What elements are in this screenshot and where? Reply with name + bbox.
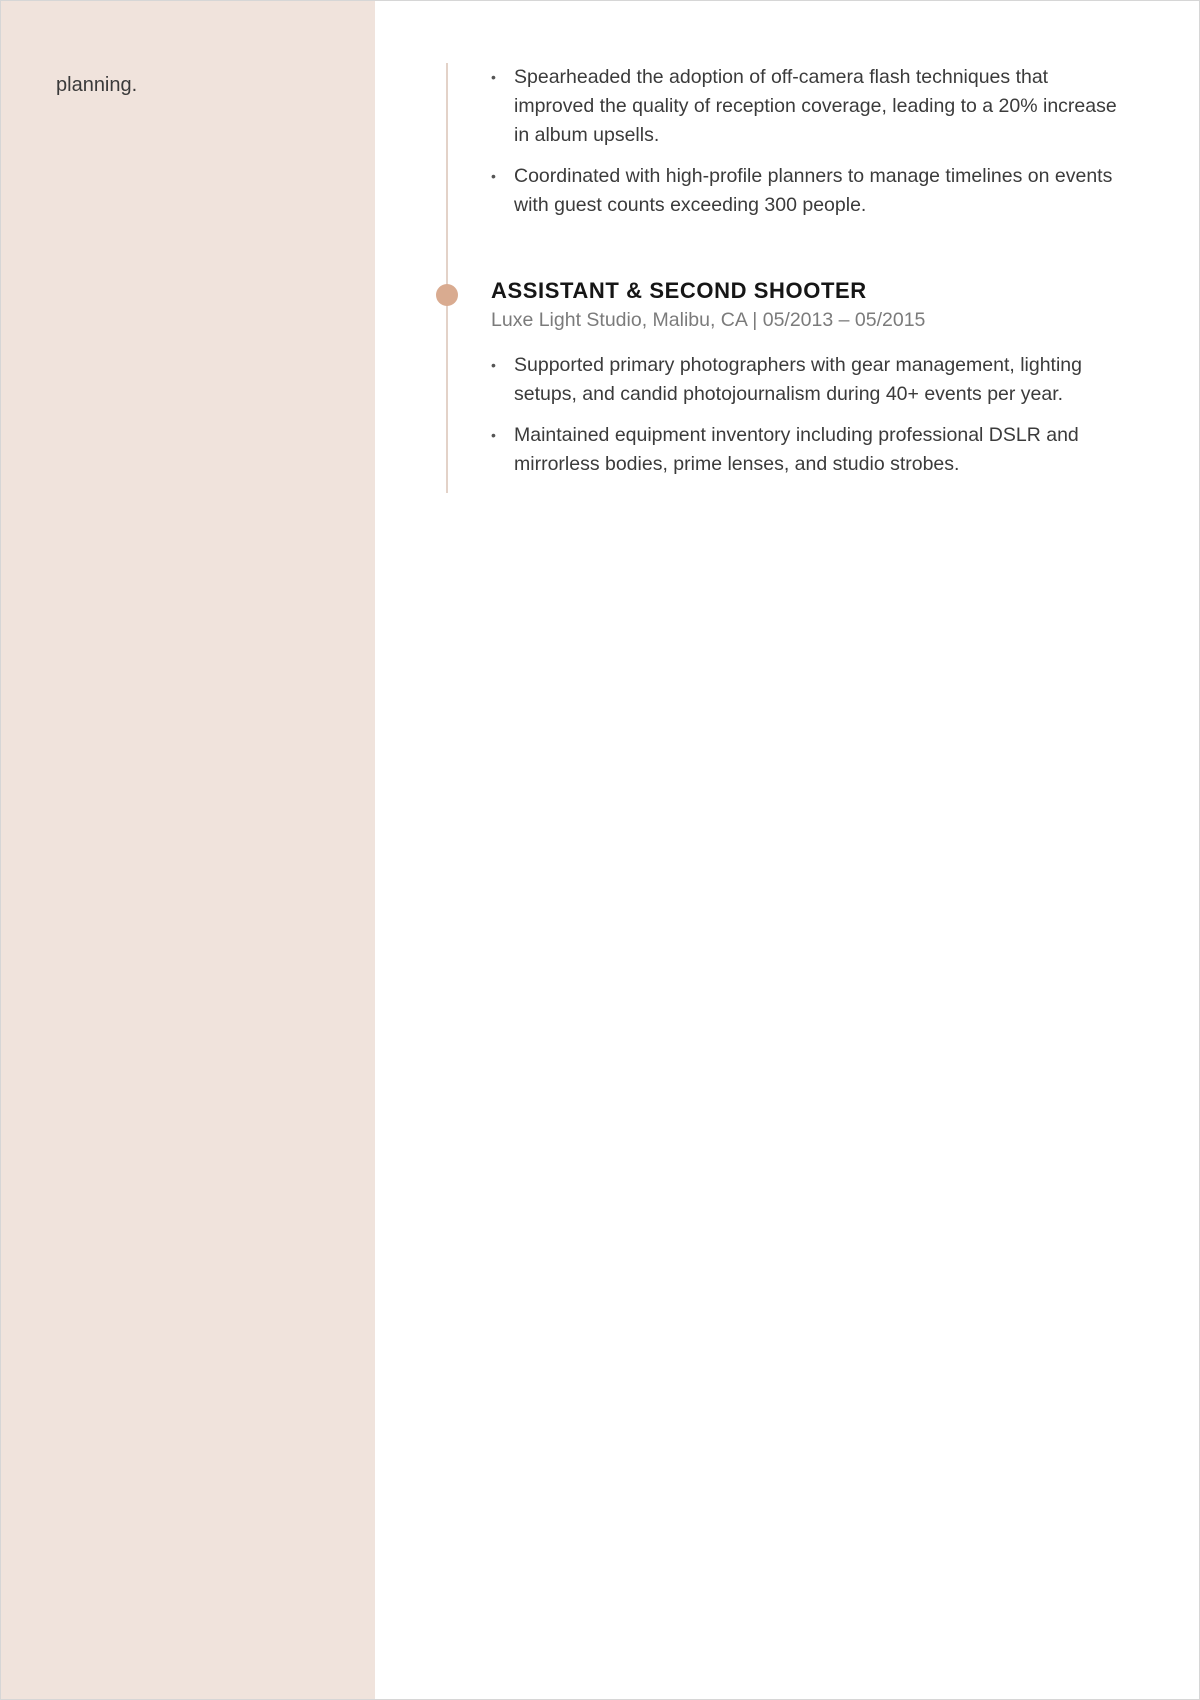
list-item <box>491 421 1131 479</box>
timeline-line <box>446 63 448 493</box>
sidebar <box>1 1 375 1699</box>
bullet-icon: • <box>491 357 496 373</box>
list-item <box>491 63 1131 150</box>
list-item <box>491 351 1131 409</box>
bullet-text: Supported primary photographers with gear management, lighting setups, and candid photojournalism during 40+ events per year. <box>514 354 1082 405</box>
list-item <box>491 162 1131 220</box>
bullet-text: Maintained equipment inventory including professional DSLR and mirrorless bodies, prime lenses, and studio strobes. <box>514 424 1079 475</box>
job-title: ASSISTANT & SECOND SHOOTER <box>491 278 867 303</box>
bullet-icon: • <box>491 69 496 85</box>
bullet-icon: • <box>491 427 496 443</box>
previous-job-bullets <box>491 63 1131 232</box>
bullet-text: Coordinated with high-profile planners to manage timelines on events with guest counts exceeding 300 people. <box>514 165 1113 216</box>
job-bullets <box>491 351 1131 491</box>
timeline-dot-icon <box>436 284 458 306</box>
sidebar-text: planning. <box>56 74 138 96</box>
main-content <box>375 1 1199 1699</box>
job-meta: Luxe Light Studio, Malibu, CA | 05/2013 – 05/2015 <box>491 309 926 331</box>
bullet-text: Spearheaded the adoption of off-camera flash techniques that improved the quality of reception coverage, leading to a 20% increase in album upsells. <box>514 66 1117 146</box>
bullet-icon: • <box>491 168 496 184</box>
